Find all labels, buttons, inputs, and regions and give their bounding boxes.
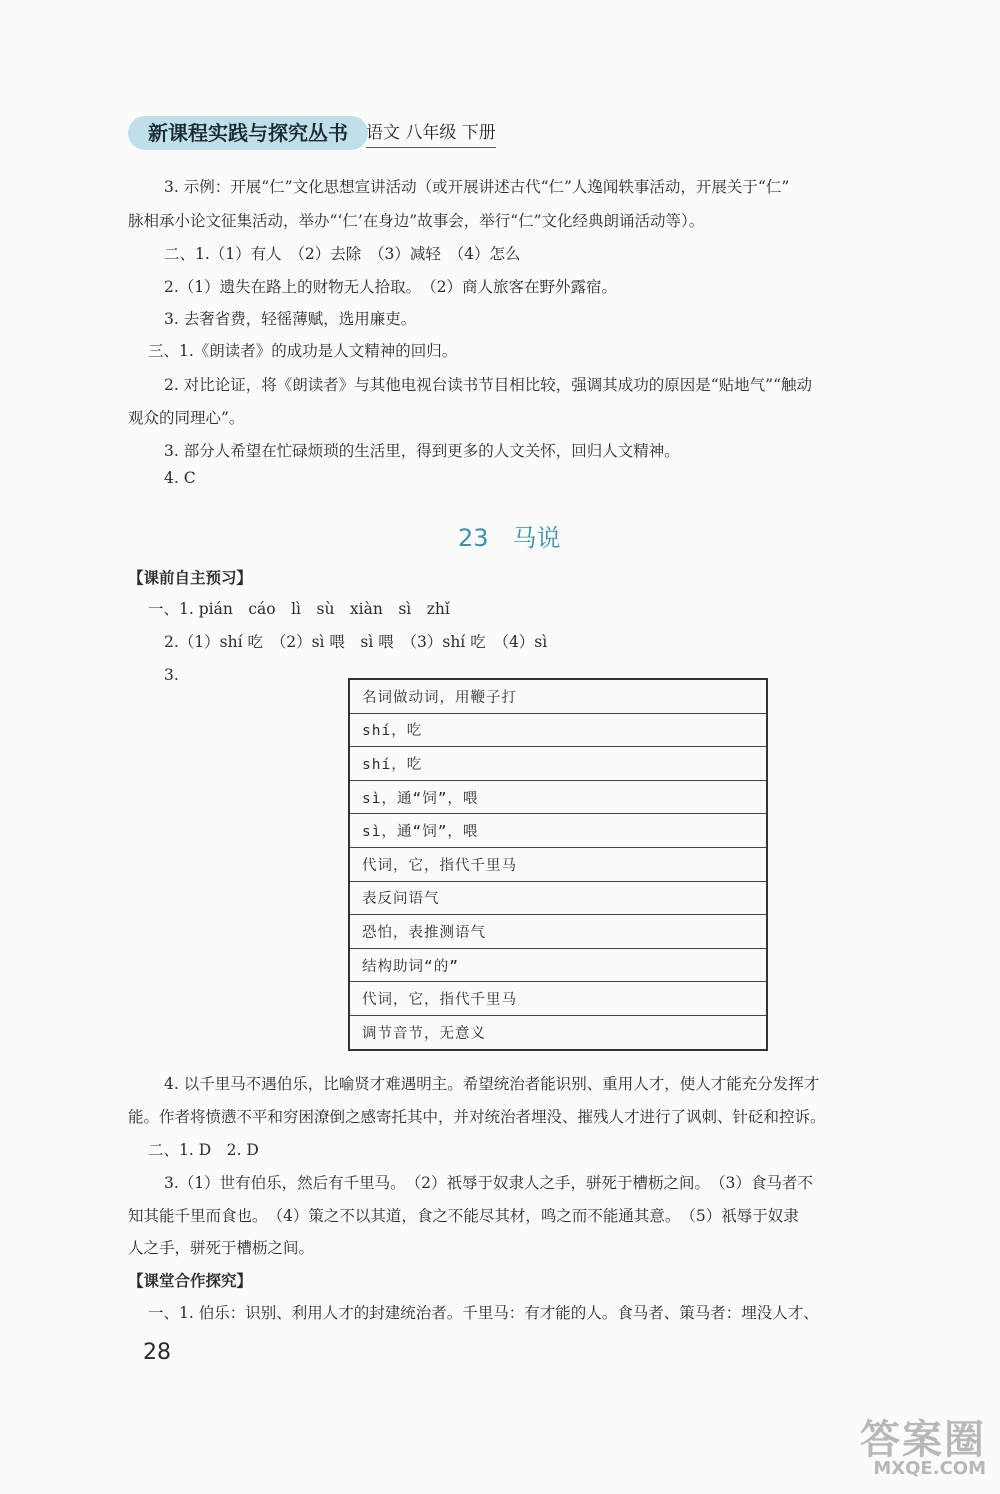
answer-table xyxy=(348,678,768,1051)
watermark xyxy=(820,1408,990,1488)
answer-line: 观众的同理心”。 xyxy=(128,409,245,427)
table-row xyxy=(349,1015,767,1049)
table-cell: shí，吃 xyxy=(349,713,767,747)
section-heading: 【课前自主预习】 xyxy=(128,569,253,587)
answer-line: 2.（1）shí 吃 （2）sì 喂 sì 喂 （3）shí 吃 （4）sì xyxy=(164,633,548,651)
answer-line: 一、1. pián cáo lì sù xiàn sì zhǐ xyxy=(148,600,450,618)
table-cell: sì，通“饲”，喂 xyxy=(349,814,767,848)
answer-line: 3. 示例：开展“仁”文化思想宣讲活动（或开展讲述古代“仁”人逸闻轶事活动，开展关于“仁” xyxy=(164,178,790,196)
answer-line: 一、1. 伯乐：识别、利用人才的封建统治者。千里马：有才能的人。食马者、策马者：埋没人才、 xyxy=(148,1304,819,1322)
answer-line: 二、1. D 2. D xyxy=(148,1141,259,1159)
answer-line: 4. C xyxy=(164,469,196,487)
answer-line: 3. xyxy=(164,666,179,684)
table-row xyxy=(349,948,767,982)
watermark-logo: 答案圈 xyxy=(860,1417,986,1463)
answer-line: 人之手，骈死于槽枥之间。 xyxy=(128,1239,315,1257)
table-row xyxy=(349,747,767,781)
answer-line: 3. 部分人希望在忙碌烦琐的生活里，得到更多的人文关怀，回归人文精神。 xyxy=(164,442,680,460)
answer-line: 能。作者将愤懑不平和穷困潦倒之感寄托其中，并对统治者埋没、摧残人才进行了讽刺、针砭和控诉。 xyxy=(128,1108,826,1126)
answer-line: 3.（1）世有伯乐，然后有千里马。 （2）祇辱于奴隶人之手，骈死于槽枥之间。 （3）食马者不 xyxy=(164,1174,813,1192)
table-cell: 表反问语气 xyxy=(349,881,767,915)
table-row xyxy=(349,679,767,713)
section-heading: 【课堂合作探究】 xyxy=(128,1272,253,1290)
answer-line: 3. 去奢省费，轻徭薄赋，选用廉吏。 xyxy=(164,310,417,328)
answer-line: 脉相承小论文征集活动，举办“‘仁’在身边”故事会，举行“仁”文化经典朗诵活动等）。 xyxy=(128,212,705,230)
answer-line: 4. 以千里马不遇伯乐，比喻贤才难遇明主。希望统治者能识别、重用人才，使人才能充分发挥才 xyxy=(164,1075,820,1093)
table-row xyxy=(349,915,767,949)
table-cell: sì，通“饲”，喂 xyxy=(349,780,767,814)
series-title: 新课程实践与探究丛书 xyxy=(128,116,368,150)
table-row xyxy=(349,814,767,848)
subject-grade: 语文 八年级 下册 xyxy=(366,118,496,148)
table-cell: 代词，它，指代千里马 xyxy=(349,982,767,1016)
table-row xyxy=(349,847,767,881)
table-cell: 结构助词“的” xyxy=(349,948,767,982)
table-row xyxy=(349,881,767,915)
watermark-url: MXQE.COM xyxy=(873,1458,986,1479)
table-row xyxy=(349,713,767,747)
lesson-title: 23 马说 xyxy=(458,524,561,552)
answer-line: 知其能千里而食也。 （4）策之不以其道，食之不能尽其材，鸣之而不能通其意。 （5）祇辱于奴隶 xyxy=(128,1207,799,1225)
page-number: 28 xyxy=(143,1340,171,1365)
answer-line: 二、1.（1）有人 （2）去除 （3）减轻 （4）怎么 xyxy=(164,245,521,263)
table-row xyxy=(349,982,767,1016)
table-cell: 调节音节，无意义 xyxy=(349,1015,767,1049)
answer-line: 2. 对比论证，将《朗读者》与其他电视台读书节目相比较，强调其成功的原因是“贴地气”“触动 xyxy=(164,376,812,394)
table-cell: 代词，它，指代千里马 xyxy=(349,847,767,881)
answer-line: 2.（1）遗失在路上的财物无人拾取。 （2）商人旅客在野外露宿。 xyxy=(164,278,618,296)
table-cell: shí，吃 xyxy=(349,747,767,781)
table-row xyxy=(349,780,767,814)
answer-line: 三、1.《朗读者》的成功是人文精神的回归。 xyxy=(148,342,458,360)
table-cell: 名词做动词，用鞭子打 xyxy=(362,689,517,706)
table-cell: 恐怕，表推测语气 xyxy=(349,915,767,949)
